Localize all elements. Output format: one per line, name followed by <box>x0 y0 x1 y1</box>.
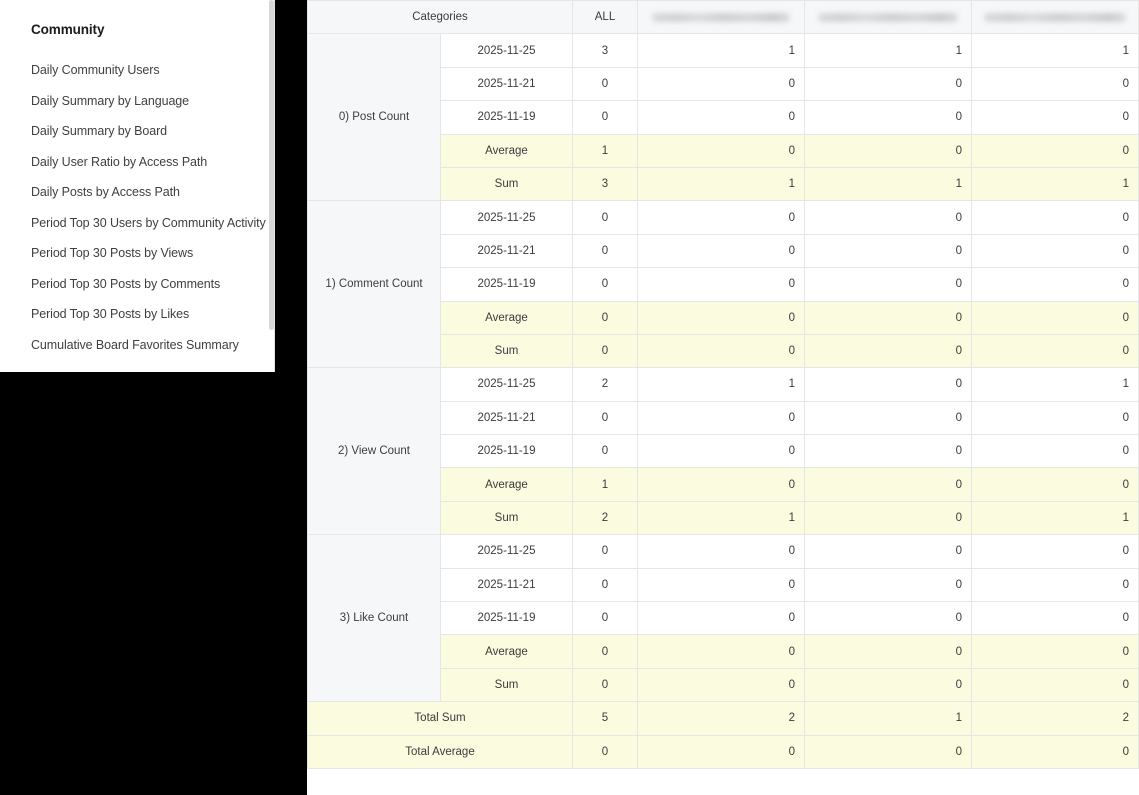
cell-value: 1 <box>805 167 972 200</box>
cell-value: 1 <box>638 501 805 534</box>
cell-value: 1 <box>805 34 972 67</box>
sidebar-item-label: Cumulative Board Favorites Summary <box>31 337 239 352</box>
row-label: 2025-11-25 <box>441 535 573 568</box>
row-label: 2025-11-19 <box>441 268 573 301</box>
total-value: 2 <box>972 702 1139 735</box>
cell-value: 1 <box>972 167 1139 200</box>
header-redacted-1[interactable] <box>638 1 805 34</box>
row-label: Sum <box>441 334 573 367</box>
table-body <box>308 34 1139 769</box>
row-label: Average <box>441 635 573 668</box>
total-row <box>308 735 1139 768</box>
cell-value: 0 <box>972 101 1139 134</box>
cell-value: 0 <box>638 134 805 167</box>
cell-value: 0 <box>972 435 1139 468</box>
row-label: Sum <box>441 668 573 701</box>
table-row <box>308 34 1139 67</box>
cell-value: 0 <box>805 501 972 534</box>
cell-value: 0 <box>972 134 1139 167</box>
header-redacted-3[interactable] <box>972 1 1139 34</box>
cell-value: 0 <box>805 435 972 468</box>
cell-value: 0 <box>573 301 638 334</box>
cell-value: 0 <box>805 201 972 234</box>
table-row <box>308 535 1139 568</box>
sidebar-item-label: Daily Summary by Language <box>31 93 189 108</box>
cell-value: 0 <box>638 234 805 267</box>
cell-value: 0 <box>805 635 972 668</box>
row-label: 2025-11-19 <box>441 101 573 134</box>
total-value: 2 <box>638 702 805 735</box>
cell-value: 0 <box>573 101 638 134</box>
cell-value: 1 <box>638 368 805 401</box>
total-value: 0 <box>805 735 972 768</box>
cell-value: 3 <box>573 34 638 67</box>
sidebar-scrollbar-thumb[interactable] <box>269 0 274 330</box>
sidebar-item-label: Period Top 30 Users by Community Activity <box>31 215 266 230</box>
cell-value: 0 <box>638 201 805 234</box>
cell-value: 0 <box>638 568 805 601</box>
cell-value: 0 <box>805 134 972 167</box>
sidebar-item-6[interactable] <box>0 238 274 269</box>
sidebar-item-4[interactable] <box>0 177 274 208</box>
total-value: 5 <box>573 702 638 735</box>
row-label: 2025-11-25 <box>441 34 573 67</box>
row-label: 2025-11-19 <box>441 435 573 468</box>
cell-value: 0 <box>638 435 805 468</box>
cell-value: 0 <box>638 635 805 668</box>
total-row <box>308 702 1139 735</box>
sidebar-item-9[interactable] <box>0 330 274 361</box>
sidebar-item-label: Period Top 30 Posts by Likes <box>31 307 190 321</box>
sidebar-item-8[interactable] <box>0 299 274 330</box>
cell-value: 0 <box>805 468 972 501</box>
cell-value: 0 <box>972 602 1139 635</box>
sidebar-item-7[interactable] <box>0 269 274 300</box>
redacted-label-icon <box>652 13 790 22</box>
cell-value: 1 <box>573 134 638 167</box>
row-label: Average <box>441 301 573 334</box>
group-label-2: 2) View Count <box>308 368 441 535</box>
cell-value: 0 <box>573 201 638 234</box>
cell-value: 0 <box>805 401 972 434</box>
cell-value: 0 <box>638 401 805 434</box>
cell-value: 0 <box>638 334 805 367</box>
sidebar-item-5[interactable] <box>0 208 274 239</box>
header-redacted-2[interactable] <box>805 1 972 34</box>
sidebar-item-label: Daily Posts by Access Path <box>31 185 180 199</box>
total-value: 0 <box>638 735 805 768</box>
cell-value: 0 <box>972 668 1139 701</box>
cell-value: 0 <box>573 535 638 568</box>
cell-value: 1 <box>972 501 1139 534</box>
row-label: 2025-11-19 <box>441 602 573 635</box>
sidebar-item-1[interactable] <box>0 86 274 117</box>
sidebar-item-label: Daily Summary by Board <box>31 124 168 138</box>
sidebar-item-label: Daily Community Users <box>31 63 160 77</box>
total-value: 1 <box>805 702 972 735</box>
cell-value: 0 <box>972 268 1139 301</box>
cell-value: 2 <box>573 368 638 401</box>
cell-value: 0 <box>573 401 638 434</box>
row-label: 2025-11-25 <box>441 368 573 401</box>
sidebar-item-label: Period Top 30 Posts by Comments <box>31 276 221 291</box>
cell-value: 3 <box>573 167 638 200</box>
cell-value: 1 <box>638 34 805 67</box>
row-label: 2025-11-21 <box>441 234 573 267</box>
cell-value: 0 <box>972 201 1139 234</box>
cell-value: 0 <box>805 568 972 601</box>
cell-value: 0 <box>573 568 638 601</box>
cell-value: 0 <box>638 67 805 100</box>
total-label: Total Sum <box>308 702 573 735</box>
cell-value: 0 <box>638 301 805 334</box>
redacted-label-icon <box>818 13 958 22</box>
cell-value: 0 <box>805 268 972 301</box>
cell-value: 0 <box>805 602 972 635</box>
group-label-3: 3) Like Count <box>308 535 441 702</box>
row-label: 2025-11-21 <box>441 401 573 434</box>
cell-value: 0 <box>573 234 638 267</box>
row-label: Sum <box>441 167 573 200</box>
total-label: Total Average <box>308 735 573 768</box>
sidebar-panel <box>0 0 275 372</box>
total-value: 0 <box>972 735 1139 768</box>
cell-value: 0 <box>972 234 1139 267</box>
cell-value: 0 <box>573 67 638 100</box>
cell-value: 0 <box>573 268 638 301</box>
sidebar-scrollbar[interactable] <box>269 0 274 352</box>
cell-value: 1 <box>972 34 1139 67</box>
cell-value: 1 <box>638 167 805 200</box>
report-table-container <box>307 0 1139 795</box>
cell-value: 0 <box>805 668 972 701</box>
group-label-0: 0) Post Count <box>308 34 441 201</box>
sidebar-item-label: Period Top 30 Posts by Views <box>31 246 194 260</box>
cell-value: 0 <box>972 568 1139 601</box>
cell-value: 0 <box>805 535 972 568</box>
row-label: 2025-11-21 <box>441 67 573 100</box>
row-label: Sum <box>441 501 573 534</box>
cell-value: 0 <box>573 435 638 468</box>
cell-value: 0 <box>972 334 1139 367</box>
redacted-label-icon <box>984 13 1126 22</box>
group-label-1: 1) Comment Count <box>308 201 441 368</box>
row-label: Average <box>441 134 573 167</box>
cell-value: 0 <box>805 368 972 401</box>
cell-value: 0 <box>805 67 972 100</box>
cell-value: 1 <box>573 468 638 501</box>
cell-value: 0 <box>972 468 1139 501</box>
row-label: 2025-11-21 <box>441 568 573 601</box>
total-value: 0 <box>573 735 638 768</box>
sidebar-item-label: Daily User Ratio by Access Path <box>31 154 208 169</box>
cell-value: 0 <box>638 668 805 701</box>
header-all[interactable]: ALL <box>573 1 638 34</box>
table-header <box>308 1 1139 34</box>
cell-value: 0 <box>805 334 972 367</box>
row-label: Average <box>441 468 573 501</box>
cell-value: 0 <box>972 67 1139 100</box>
cell-value: 0 <box>972 401 1139 434</box>
sidebar-item-3[interactable] <box>0 147 274 178</box>
table-row <box>308 201 1139 234</box>
header-categories[interactable]: Categories <box>308 1 573 34</box>
sidebar-item-0[interactable] <box>0 55 274 86</box>
cell-value: 0 <box>638 602 805 635</box>
sidebar-item-2[interactable] <box>0 116 274 147</box>
cell-value: 0 <box>638 268 805 301</box>
cell-value: 0 <box>573 668 638 701</box>
sidebar-list <box>0 55 274 360</box>
cell-value: 0 <box>638 468 805 501</box>
cell-value: 0 <box>972 301 1139 334</box>
cell-value: 0 <box>573 602 638 635</box>
table-row <box>308 368 1139 401</box>
cell-value: 0 <box>573 635 638 668</box>
row-label: 2025-11-25 <box>441 201 573 234</box>
sidebar-title: Community <box>31 22 105 37</box>
cell-value: 0 <box>573 334 638 367</box>
cell-value: 0 <box>805 301 972 334</box>
table-header-row <box>308 1 1139 34</box>
cell-value: 2 <box>573 501 638 534</box>
cell-value: 0 <box>638 535 805 568</box>
cell-value: 0 <box>805 101 972 134</box>
cell-value: 1 <box>972 368 1139 401</box>
cell-value: 0 <box>972 635 1139 668</box>
cell-value: 0 <box>972 535 1139 568</box>
cell-value: 0 <box>805 234 972 267</box>
report-table <box>307 0 1139 769</box>
cell-value: 0 <box>638 101 805 134</box>
